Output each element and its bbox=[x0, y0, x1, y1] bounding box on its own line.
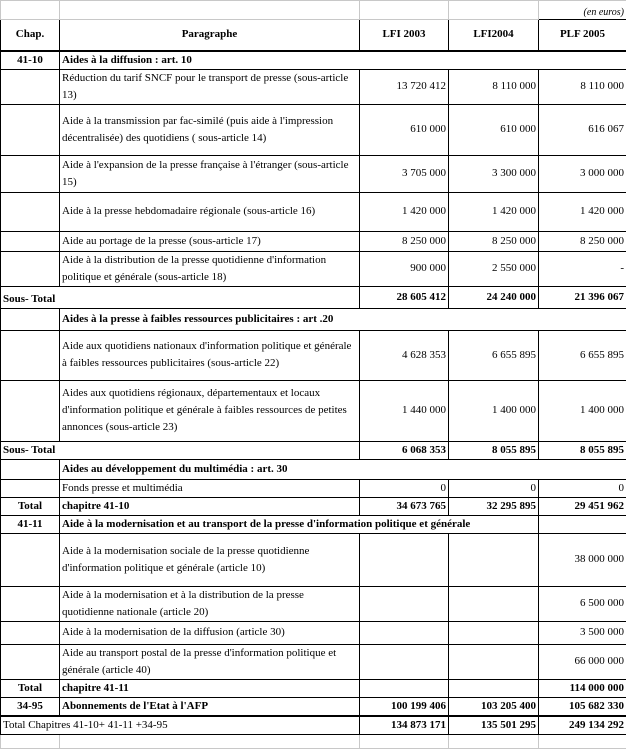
paragraph-label: Aide au portage de la presse (sous-article 17) bbox=[60, 231, 360, 251]
lfi2004-value: 6 655 895 bbox=[449, 330, 539, 380]
plf2005-value: 29 451 962 bbox=[539, 497, 626, 515]
total-row bbox=[1, 697, 626, 716]
empty-chap-cell bbox=[1, 533, 60, 586]
paragraph-label: Aide à la modernisation de la diffusion (article 30) bbox=[60, 621, 360, 644]
lfi2004-value bbox=[449, 621, 539, 644]
plf2005-value: 616 067 bbox=[539, 104, 626, 155]
section-row bbox=[1, 459, 626, 479]
plf2005-value: - bbox=[539, 251, 626, 286]
lfi2004-value: 1 420 000 bbox=[449, 192, 539, 231]
lfi2003-value bbox=[360, 533, 449, 586]
lfi2003-value: 1 440 000 bbox=[360, 380, 449, 441]
lfi2003-value: 3 705 000 bbox=[360, 155, 449, 192]
plf2005-value: 8 055 895 bbox=[539, 441, 626, 459]
header-lfi2004: LFI2004 bbox=[449, 20, 539, 51]
chap-code bbox=[1, 459, 60, 479]
lfi2004-value: 8 250 000 bbox=[449, 231, 539, 251]
plf2005-value: 8 110 000 bbox=[539, 69, 626, 104]
lfi2003-value bbox=[360, 586, 449, 621]
plf2005-value: 38 000 000 bbox=[539, 533, 626, 586]
lfi2004-value: 135 501 295 bbox=[449, 716, 539, 735]
empty-chap-cell bbox=[1, 155, 60, 192]
empty-row bbox=[1, 734, 626, 748]
lfi2004-value: 2 550 000 bbox=[449, 251, 539, 286]
lfi2003-value: 0 bbox=[360, 479, 449, 497]
chap-code: 41-11 bbox=[1, 515, 60, 533]
chap-code: Total bbox=[1, 497, 60, 515]
lfi2004-value bbox=[449, 679, 539, 697]
lfi2003-value bbox=[360, 621, 449, 644]
paragraph-label: Aide aux quotidiens nationaux d'information politique et générale à faibles ressources publicitaires (sous-article 22) bbox=[60, 330, 360, 380]
item-row bbox=[1, 621, 626, 644]
plf2005-value: 114 000 000 bbox=[539, 679, 626, 697]
total-label: Abonnements de l'Etat à l'AFP bbox=[60, 697, 360, 716]
item-row bbox=[1, 251, 626, 286]
lfi2003-value: 8 250 000 bbox=[360, 231, 449, 251]
item-row bbox=[1, 155, 626, 192]
section-row bbox=[1, 308, 626, 330]
empty-chap-cell bbox=[1, 380, 60, 441]
plf2005-value: 0 bbox=[539, 479, 626, 497]
subtotal-row bbox=[1, 286, 626, 308]
lfi2004-value: 103 205 400 bbox=[449, 697, 539, 716]
plf2005-value: 6 500 000 bbox=[539, 586, 626, 621]
lfi2004-value bbox=[449, 586, 539, 621]
empty-chap-cell bbox=[1, 644, 60, 679]
lfi2003-value: 4 628 353 bbox=[360, 330, 449, 380]
lfi2004-value: 3 300 000 bbox=[449, 155, 539, 192]
paragraph-label: Aide à la modernisation sociale de la presse quotidienne d'information politique et générale (article 10) bbox=[60, 533, 360, 586]
lfi2004-value: 8 055 895 bbox=[449, 441, 539, 459]
item-row bbox=[1, 586, 626, 621]
lfi2004-value: 24 240 000 bbox=[449, 286, 539, 308]
grand-row bbox=[1, 716, 626, 735]
section-row bbox=[1, 51, 626, 70]
header-plf2005: PLF 2005 bbox=[539, 20, 626, 51]
chap-code bbox=[1, 308, 60, 330]
empty-cell bbox=[539, 734, 626, 748]
lfi2004-value bbox=[449, 533, 539, 586]
section-title: Aides à la diffusion : art. 10 bbox=[60, 51, 626, 70]
lfi2004-value bbox=[449, 644, 539, 679]
subtotal-row bbox=[1, 441, 626, 459]
empty-cell bbox=[449, 734, 539, 748]
total-label: chapitre 41-10 bbox=[60, 497, 360, 515]
item-row bbox=[1, 192, 626, 231]
empty-cell bbox=[60, 734, 360, 748]
lfi2003-value: 900 000 bbox=[360, 251, 449, 286]
empty-chap-cell bbox=[1, 586, 60, 621]
empty-chap-cell bbox=[1, 69, 60, 104]
chap-code: Total bbox=[1, 679, 60, 697]
header-chap: Chap. bbox=[1, 20, 60, 51]
plf2005-value: 105 682 330 bbox=[539, 697, 626, 716]
subtotal-label: Sous- Total bbox=[1, 441, 360, 459]
lfi2004-value: 1 400 000 bbox=[449, 380, 539, 441]
empty-chap-cell bbox=[1, 330, 60, 380]
empty-chap-cell bbox=[1, 621, 60, 644]
paragraph-label: Aide à l'expansion de la presse française à l'étranger (sous-article 15) bbox=[60, 155, 360, 192]
total-label: chapitre 41-11 bbox=[60, 679, 360, 697]
plf2005-value: 1 400 000 bbox=[539, 380, 626, 441]
item-row bbox=[1, 330, 626, 380]
empty-chap-cell bbox=[1, 231, 60, 251]
lfi2003-value: 34 673 765 bbox=[360, 497, 449, 515]
item-row bbox=[1, 104, 626, 155]
plf2005-value: 1 420 000 bbox=[539, 192, 626, 231]
empty-cell bbox=[1, 734, 60, 748]
paragraph-label: Aide au transport postal de la presse d'information politique et générale (article 40) bbox=[60, 644, 360, 679]
item-row bbox=[1, 231, 626, 251]
plf2005-value: 8 250 000 bbox=[539, 231, 626, 251]
header-row bbox=[1, 20, 626, 51]
paragraph-label: Aide à la distribution de la presse quotidienne d'information politique et générale (sous-article 18) bbox=[60, 251, 360, 286]
lfi2003-value: 1 420 000 bbox=[360, 192, 449, 231]
lfi2003-value bbox=[360, 679, 449, 697]
plf2005-value: 3 000 000 bbox=[539, 155, 626, 192]
lfi2003-value bbox=[360, 644, 449, 679]
section-title: Aides au développement du multimédia : art. 30 bbox=[60, 459, 626, 479]
item-row bbox=[1, 380, 626, 441]
section3-row bbox=[1, 515, 626, 533]
lfi2004-value: 8 110 000 bbox=[449, 69, 539, 104]
lfi2004-value: 610 000 bbox=[449, 104, 539, 155]
item-row bbox=[1, 479, 626, 497]
empty-chap-cell bbox=[1, 104, 60, 155]
paragraph-label: Aide à la transmission par fac-similé (puis aide à l'impression décentralisée) des quotidiens ( sous-article 14) bbox=[60, 104, 360, 155]
grand-total-label: Total Chapitres 41-10+ 41-11 +34-95 bbox=[1, 716, 360, 735]
empty-chap-cell bbox=[1, 192, 60, 231]
empty-cell bbox=[539, 515, 626, 533]
lfi2003-value: 28 605 412 bbox=[360, 286, 449, 308]
lfi2003-value: 100 199 406 bbox=[360, 697, 449, 716]
empty-chap-cell bbox=[1, 479, 60, 497]
section-title: Aides à la presse à faibles ressources publicitaires : art .20 bbox=[60, 308, 626, 330]
item-row bbox=[1, 533, 626, 586]
plf2005-value: 66 000 000 bbox=[539, 644, 626, 679]
lfi2004-value: 0 bbox=[449, 479, 539, 497]
lfi2003-value: 6 068 353 bbox=[360, 441, 449, 459]
plf2005-value: 249 134 292 bbox=[539, 716, 626, 735]
empty-cell bbox=[360, 734, 449, 748]
paragraph-label: Aide à la modernisation et à la distribution de la presse quotidienne nationale (article 20) bbox=[60, 586, 360, 621]
lfi2003-value: 134 873 171 bbox=[360, 716, 449, 735]
lfi2003-value: 610 000 bbox=[360, 104, 449, 155]
plf2005-value: 21 396 067 bbox=[539, 286, 626, 308]
paragraph-label: Aide à la presse hebdomadaire régionale (sous-article 16) bbox=[60, 192, 360, 231]
empty-chap-cell bbox=[1, 251, 60, 286]
total-row bbox=[1, 497, 626, 515]
section-title: Aide à la modernisation et au transport de la presse d'information politique et générale bbox=[60, 515, 539, 533]
lfi2003-value: 13 720 412 bbox=[360, 69, 449, 104]
header-paragraphe: Paragraphe bbox=[60, 20, 360, 51]
subtotal-label: Sous- Total bbox=[1, 286, 360, 308]
header-lfi2003: LFI 2003 bbox=[360, 20, 449, 51]
paragraph-label: Aides aux quotidiens régionaux, départementaux et locaux d'information politique et générale à faibles ressources de petites annonces (sous-article 23) bbox=[60, 380, 360, 441]
chap-code: 41-10 bbox=[1, 51, 60, 70]
total-row bbox=[1, 679, 626, 697]
lfi2004-value: 32 295 895 bbox=[449, 497, 539, 515]
paragraph-label: Fonds presse et multimédia bbox=[60, 479, 360, 497]
plf2005-value: 3 500 000 bbox=[539, 621, 626, 644]
item-row bbox=[1, 69, 626, 104]
plf2005-value: 6 655 895 bbox=[539, 330, 626, 380]
unit-row bbox=[1, 1, 626, 20]
paragraph-label: Réduction du tarif SNCF pour le transport de presse (sous-article 13) bbox=[60, 69, 360, 104]
unit-note: (en euros) bbox=[539, 1, 626, 20]
item-row bbox=[1, 644, 626, 679]
chap-code: 34-95 bbox=[1, 697, 60, 716]
